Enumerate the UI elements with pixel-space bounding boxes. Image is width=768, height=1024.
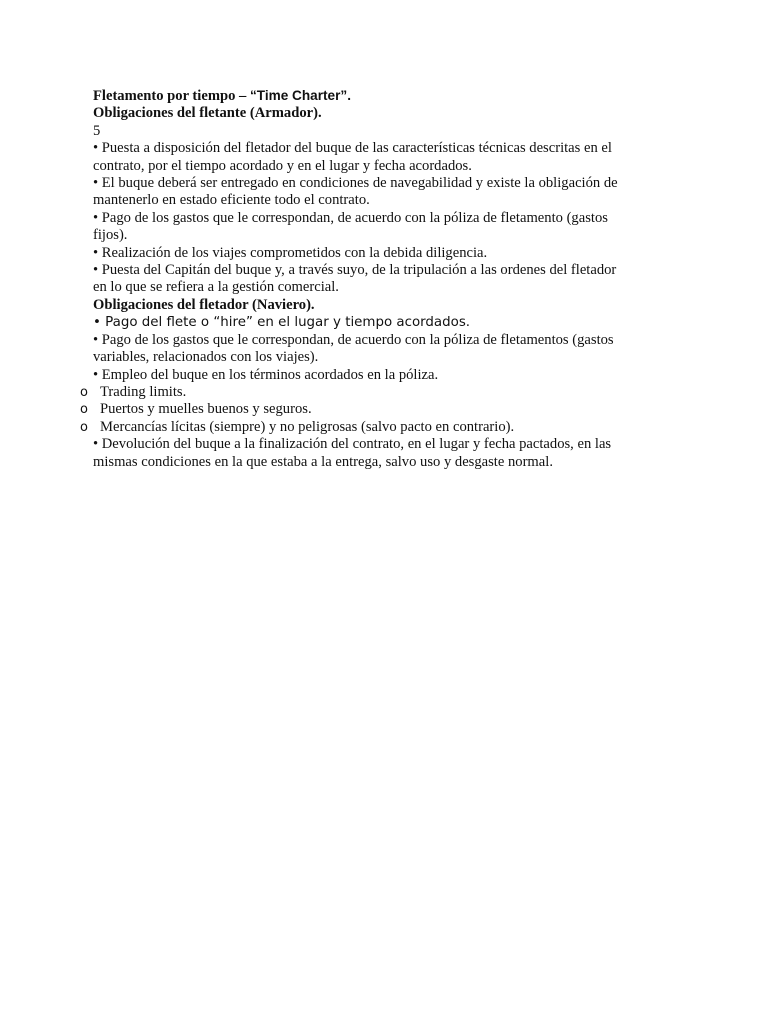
title-quoted: “Time Charter”. (250, 88, 351, 103)
section2-heading: Obligaciones del fletador (Naviero). (93, 296, 315, 313)
sub-item-2 (80, 401, 623, 418)
sub-item-1 (80, 383, 623, 401)
sub-item-3 (80, 418, 623, 436)
sub-item-marker: o (80, 419, 88, 435)
section1-bullet-2: • El buque deberá ser entregado en condiciones de navegabilidad y existe la obligación de mantenerlo en estado eficiente todo el contrato. (93, 175, 618, 209)
section1-bullet-3: • Pago de los gastos que le correspondan, de acuerdo con la póliza de fletamento (gastos fijos). (93, 209, 608, 244)
section1-bullet-1: • Puesta a disposición del fletador del buque de las características técnicas descritas en el contrato, por el tiempo acordado y en el lugar y fecha acordados. (93, 140, 612, 174)
section1-bullet-5: • Puesta del Capitán del buque y, a través suyo, de la tripulación a las ordenes del fletador en lo que se refiera a la gestión comercial. (93, 262, 617, 296)
section2-bullet-1: • Pago de los gastos que le correspondan, de acuerdo con la póliza de fletamentos (gastos variables, relacionados con los viajes). (93, 331, 614, 366)
sub-item-text: Mercancías lícitas (siempre) y no peligrosas (salvo pacto en contrario). (100, 418, 515, 435)
sub-item-text: Trading limits. (100, 383, 187, 400)
section2-bullet-hire: • Pago del flete o “hire” en el lugar y tiempo acordados. (93, 315, 471, 331)
section1-number: 5 (93, 122, 101, 139)
section1-bullet-4: • Realización de los viajes comprometidos con la debida diligencia. (93, 244, 488, 261)
section2-final-bullet: • Devolución del buque a la finalización del contrato, en el lugar y fecha pactados, en las mismas condiciones en la que estaba a la entrega, salvo uso y desgaste normal. (93, 436, 612, 470)
document-title (93, 87, 623, 105)
title-prefix: Fletamento por tiempo – (93, 88, 247, 104)
document-page (80, 87, 623, 471)
sub-item-text: Puertos y muelles buenos y seguros. (100, 401, 312, 418)
sub-item-marker: o (80, 402, 88, 418)
section2-bullet-2: • Empleo del buque en los términos acordados en la póliza. (93, 366, 439, 383)
sub-item-marker: o (80, 384, 88, 400)
section1-heading: Obligaciones del fletante (Armador). (93, 105, 322, 122)
